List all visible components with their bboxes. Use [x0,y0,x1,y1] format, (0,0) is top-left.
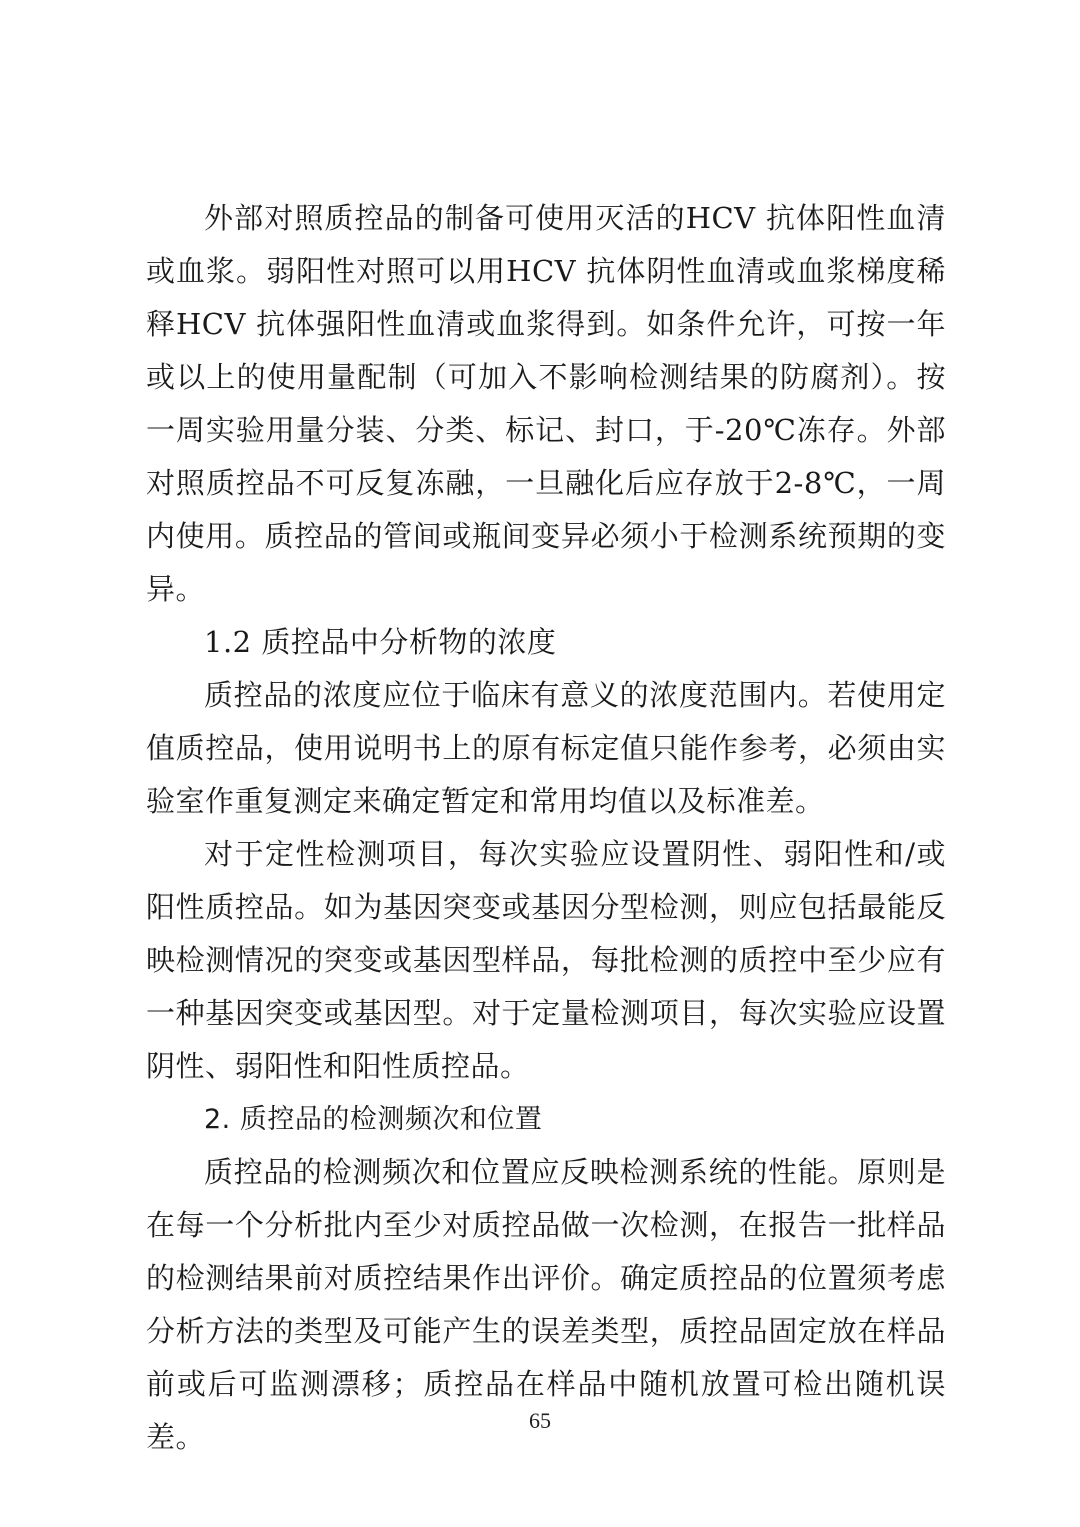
body-text [146,192,946,1464]
paragraph-frequency-position: 质控品的检测频次和位置应反映检测系统的性能。原则是在每一个分析批内至少对质控品做一次检测，在报告一批样品的检测结果前对质控结果作出评价。确定质控品的位置须考虑分析方法的类型及可能产生的误差类型，质控品固定放在样品前或后可监测漂移；质控品在样品中随机放置可检出随机误差。 [146,1155,946,1454]
paragraph-control-concentration: 质控品的浓度应位于临床有意义的浓度范围内。若使用定值质控品，使用说明书上的原有标定值只能作参考，必须由实验室作重复测定来确定暂定和常用均值以及标准差。 [146,678,946,818]
section-heading-1-2: 1.2 质控品中分析物的浓度 [204,625,557,659]
paragraph-control-material-preparation: 外部对照质控品的制备可使用灭活的HCV 抗体阳性血清或血浆。弱阳性对照可以用HCV 抗体阴性血清或血浆梯度稀释HCV 抗体强阳性血清或血浆得到。如条件允许，可按一年或以上的使用量配制（可加入不影响检测结果的防腐剂）。按一周实验用量分装、分类、标记、封口，于-20℃冻存。外部对照质控品不可反复冻融，一旦融化后应存放于2-8℃，一周内使用。质控品的管间或瓶间变异必须小于检测系统预期的变异。 [146,201,946,606]
paragraph-qualitative-tests: 对于定性检测项目，每次实验应设置阴性、弱阳性和/或阳性质控品。如为基因突变或基因分型检测，则应包括最能反映检测情况的突变或基因型样品，每批检测的质控中至少应有一种基因突变或基因型。对于定量检测项目，每次实验应设置阴性、弱阳性和阳性质控品。 [146,837,946,1083]
section-heading-2: 2. 质控品的检测频次和位置 [204,1104,543,1135]
page-number: 65 [529,1408,551,1433]
